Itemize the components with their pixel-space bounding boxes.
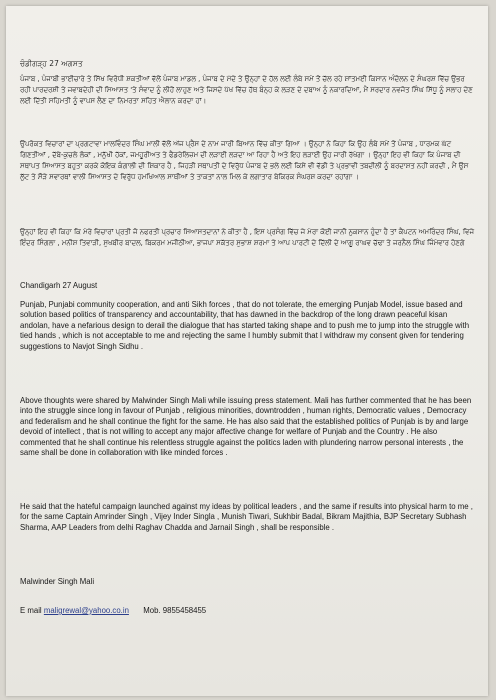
english-paragraph-1-text: Punjab, Punjabi community cooperation, and anti Sikh forces , that do not tolerate, the emerging Punjab Model, issue based and solution based politics of transparency and accountability, that has dawned in the backdrop of the long drawn peaceful kisan andolan, have a nefarious design to derail the dialogue that has started taking shape and to push me to jump into the struggle with tied hands , which is not acceptable to me and rejecting the same I humbly submit that I withdraw my consent given for tendering suggestions to Navjot Singh Sidhu . (20, 300, 470, 351)
punjabi-paragraph-1 (20, 74, 474, 107)
contact-line (20, 606, 474, 616)
signature-name: Malwinder Singh Mali (20, 577, 95, 586)
english-paragraph-1 (20, 300, 474, 352)
punjabi-paragraph-3 (20, 227, 474, 249)
english-paragraph-2-text: Above thoughts were shared by Malwinder Singh Mali while issuing press statement. Mali has further commented that he has been into the struggle since long in favour of Punjab , religious minorities, downtrodden , human rights, Democratic values , Democracy and federalism and he shall continue the fight for the same. He has also said that the established politics of Punjab is by and large devoid of intellect , that is not willing to accept any major affective change for welfare of Punjab and the Country . He also commented that he shall continue his relentless struggle against the politics laden with plundering narrow personal interests , the same shall be done in collaboration with like minded forces . (20, 396, 472, 458)
english-date-text: Chandigarh 27 August (20, 281, 98, 290)
punjabi-paragraph-1-text: ਪੰਜਾਬ , ਪੰਜਾਬੀ ਭਾਈਚਾਰੇ ਤੇ ਸਿੱਖ ਵਿਰੋਧੀ ਸ਼ਕਤੀਆਂ ਵੱਲੋਂ ਪੰਜਾਬ ਮਾਡਲ , ਪੰਜਾਬ ਦੇ ਮੱਦੇ ਤੇ ਉਨ੍ਹਾਂ ਦੇ ਹੱਲ ਲਈ ਲੰਬੇ ਸਮੇਂ ਤੋਂ ਚੱਲ ਰਹੇ ਸ਼ਾਂਤਮਈ ਕਿਸਾਨ ਅੰਦੋਲਨ ਦੇ ਸੰਘਰਸ਼ ਵਿੱਚ ਉਭਰ ਰਹੀ ਪਾਰਦਰਸ਼ੀ ਤੇ ਜਵਾਬਦੇਹੀ ਦੀ ਸਿਆਸਤ 'ਤੇ ਸੰਵਾਦ ਨੂੰ ਲੀਹੋਂ ਲਾਹੁਣ ਅਤੇ ਜਿਸਦੇ ਪੱਖ ਵਿੱਚ ਹੱਥ ਬੰਨ੍ਹ ਕੇ ਲੜਣ ਦੇ ਦਬਾਅ ਨੂੰ ਨਕਾਰਦਿਆਂ, ਮੈਂ ਸਰਦਾਰ ਨਵਜੋਤ ਸਿੰਘ ਸਿੱਧੂ ਨੂੰ ਸਲਾਹ ਦੇਣ ਲਈ ਦਿੱਤੀ ਸਹਿਮਤੀ ਨੂੰ ਵਾਪਸ ਲੈਣ ਦਾ ਨਿਮਰਤਾ ਸਹਿਤ ਐਲਾਨ ਕਰਦਾ ਹਾਂ। (20, 75, 473, 105)
mobile-label: Mob. (143, 606, 161, 615)
punjabi-paragraph-2-text: ਉਪਰੋਕਤ ਵਿਚਾਰਾਂ ਦਾ ਪ੍ਰਗਟਾਵਾ ਮਾਲਵਿੰਦਰ ਸਿੰਘ ਮਾਲੀ ਵੱਲੋਂ ਅੱਜ ਪ੍ਰੈਸ ਦੇ ਨਾਮ ਜਾਰੀ ਬਿਆਨ ਵਿੱਚ ਕੀਤਾ ਗਿਆ । ਉਨ੍ਹਾਂ ਨੇ ਕਿਹਾ ਕਿ ਉਹ ਲੰਬੇ ਸਮੇਂ ਤੋਂ ਪੰਜਾਬ , ਧਾਰਮਕ ਘੱਟ ਗਿਣਤੀਆਂ , ਦੱਬੇ-ਕੁਚਲੇ ਲੋਕਾਂ , ਮਨੁੱਖੀ ਹੱਕਾਂ, ਜਮਹੂਰੀਅਤ ਤੇ ਫੈਡਰੇਲਿਜ਼ਮ ਦੀ ਲੜਾਈ ਲੜਦਾ ਆ ਰਿਹਾ ਹੈ ਅਤੇ ਇਹ ਲੜਾਈ ਉਹ ਜਾਰੀ ਰੱਖੇਗਾ । ਉਨ੍ਹਾਂ ਇਹ ਵੀ ਕਿਹਾ ਕਿ ਪੰਜਾਬ ਦੀ ਸਥਾਪਤ ਸਿਆਸਤ ਬਹੁਤਾ ਕਰਕੇ ਕੋਇਕ ਕੰਗਾਲੀ ਦੀ ਸ਼ਿਕਾਰ ਹੈ , ਜਿਹੜੀ ਸਥਾਪਤੀ ਦੇ ਵਿਰੁੱਧ ਪੰਜਾਬ ਦੇ ਭਲੇ ਲਈ ਕਿਸੇ ਵੀ ਵੱਡੀ ਤੇ ਪ੍ਰਭਾਵੀ ਤਬਦੀਲੀ ਨੂੰ ਬਰਦਾਸ਼ਤ ਨਹੀਂ ਕਰਦੀ , ਮੈਂ ਉਸ ਲੁੱਟ ਤੇ ਸੌੜੇ ਸਵਾਰਥਾਂ ਵਾਲੀ ਸਿਆਸਤ ਦੇ ਵਿਰੁੱਧ ਹਮਖਿਆਲ ਸਾਥੀਆਂ ਤੇ ਤਾਕਤਾਂ ਨਾਲ ਮਿਲ ਕੇ ਲਗਾਤਾਰ ਬੇਕਿਰਕ ਸੰਘਰਸ਼ ਕਰਦਾ ਰਹਾਂਗਾ । (20, 140, 469, 181)
english-paragraph-2 (20, 396, 474, 458)
mobile-number: 9855458455 (162, 606, 207, 615)
letter-sheet (6, 6, 488, 696)
email-label: E mail (20, 606, 42, 615)
contact-line-text (20, 606, 474, 616)
punjabi-date (20, 58, 474, 69)
punjabi-paragraph-2 (20, 139, 474, 183)
english-paragraph-3-text: He said that the hateful campaign launched against my ideas by political leaders , and the same if results into physical harm to me , for the same Captain Amrinder Singh , Vijey Inder Singla , Munish Tiwari, Sukhbir Badal, Bikram Majithia, BJP Secretary Subhash Sharma, AAP Leaders from delhi Raghav Chadda and Jarnail Singh , shall be responsible . (20, 502, 473, 532)
english-date (20, 281, 474, 291)
english-paragraph-3 (20, 502, 474, 533)
signature (20, 577, 474, 587)
email-link[interactable]: maligrewal@yahoo.co.in (43, 606, 129, 615)
punjabi-paragraph-3-text: ਉਨ੍ਹਾਂ ਇਹ ਵੀ ਕਿਹਾ ਕਿ ਮੇਰੇ ਵਿਚਾਰਾਂ ਪ੍ਰਤੀ ਜੋ ਨਫਰਤੀ ਪ੍ਰਚਾਰ ਸਿਆਸਤਦਾਨਾਂ ਨੇ ਕੀਤਾ ਹੈ , ਇਸ ਪ੍ਰਸੰਗ ਵਿੱਚ ਜੇ ਮੇਰਾ ਕੋਈ ਜਾਨੀ ਨੁਕਸਾਨ ਹੁੰਦਾ ਹੈ ਤਾਂ ਕੈਪਟਨ ਅਮਰਿੰਦਰ ਸਿੰਘ, ਵਿਜੇ ਇੰਦਰ ਸਿੰਗਲਾ , ਮਨੀਸ਼ ਤਿਵਾੜੀ, ਸੁਖਬੀਰ ਬਾਦਲ, ਬਿਕਰਮ ਮਜੀਠੀਆ, ਭਾਜਪਾ ਸਕੱਤਰ ਸੁਭਾਸ਼ ਸ਼ਰਮਾ ਤੇ ਆਪ ਪਾਰਟੀ ਦੇ ਦਿੱਲੀ ਦੇ ਆਗੂ ਰਾਘਵ ਚੱਢਾ ਤੇ ਜਰਨੈਲ ਸਿੰਘ ਜਿੰਮੇਵਾਰ ਹੋਣਗੇ (20, 228, 474, 247)
punjabi-date-text: ਚੰਡੀਗੜ੍ਹ 27 ਅਗਸਤ (20, 59, 83, 68)
